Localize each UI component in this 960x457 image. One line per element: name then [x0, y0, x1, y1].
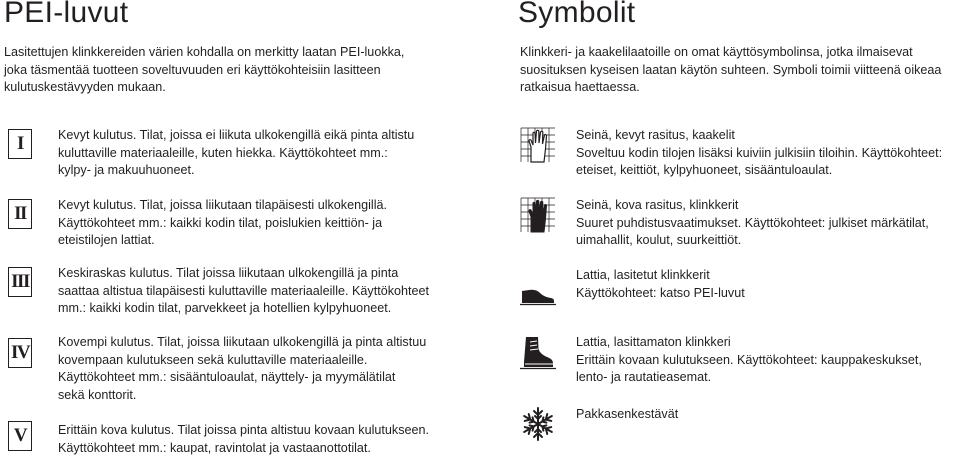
pei-class-1-text	[58, 127, 414, 180]
glove-on-wall-icon	[520, 197, 556, 233]
symbols-intro-line: suosituksen kyseisen laatan käytön suhteen. Symboli toimii viitteenä oikeaa	[520, 62, 941, 80]
pei-class-2-text	[58, 197, 387, 250]
symbol-2-text	[576, 197, 929, 250]
pei-class-line: eteistilojen lattiat.	[58, 232, 387, 250]
symbols-intro	[520, 44, 941, 97]
symbol-line: Suuret puhdistusvaatimukset. Käyttökohteet: julkiset märkätilat,	[576, 215, 929, 233]
pei-intro	[4, 44, 404, 97]
pei-class-line: Erittäin kova kulutus. Tilat joissa pinta altistuu kovaan kulutukseen.	[58, 422, 429, 440]
pei-class-line: kuluttaville materiaaleille, kuten hiekka. Käyttökohteet mm.:	[58, 145, 414, 163]
symbol-line: Soveltuu kodin tilojen lisäksi kuiviin julkisiin tiloihin. Käyttökohteet:	[576, 145, 942, 163]
pei-class-1-numeral: I	[8, 129, 32, 159]
symbol-line: Lattia, lasittamaton klinkkeri	[576, 334, 922, 352]
symbol-5-text	[576, 406, 678, 424]
pei-class-5-text	[58, 422, 429, 457]
pei-class-3-numeral: III	[8, 267, 32, 297]
pei-intro-line: Lasitettujen klinkkereiden värien kohdalla on merkitty laatan PEI-luokka,	[4, 44, 404, 62]
pei-class-line: sekä konttorit.	[58, 387, 426, 405]
shoe-icon	[520, 270, 556, 306]
symbol-line: Erittäin kovaan kulutukseen. Käyttökohteet: kauppakeskukset,	[576, 352, 922, 370]
pei-intro-line: joka täsmentää tuotteen soveltuvuuden eri käyttökohteisiin lasitteen	[4, 62, 404, 80]
pei-class-4-text	[58, 334, 426, 404]
snowflake-icon	[520, 406, 556, 442]
pei-class-3-text	[58, 265, 429, 318]
pei-class-5-numeral: V	[8, 421, 32, 451]
pei-class-line: Kevyt kulutus. Tilat, joissa ei liikuta ulkokengillä eikä pinta altistu	[58, 127, 414, 145]
symbol-line: eteiset, keittiöt, kylpyhuoneet, sisääntuloaulat.	[576, 162, 942, 180]
pei-class-line: saattaa altistua tilapäisesti kuluttaville materiaaleille. Käyttökohteet	[58, 283, 429, 301]
symbols-title: Symbolit	[518, 0, 635, 30]
symbols-intro-line: ratkaisua haettaessa.	[520, 79, 941, 97]
symbols-intro-line: Klinkkeri- ja kaakelilaatoille on omat käyttösymbolinsa, jotka ilmaisevat	[520, 44, 941, 62]
pei-title: PEI-luvut	[4, 0, 128, 30]
pei-class-line: kovempaan kulutukseen sekä kuluttaville materiaaleille.	[58, 352, 426, 370]
symbol-line: Käyttökohteet: katso PEI-luvut	[576, 285, 745, 303]
symbol-line: Lattia, lasitetut klinkkerit	[576, 267, 745, 285]
symbol-4-text	[576, 334, 922, 387]
pei-class-line: Keskiraskas kulutus. Tilat joissa liikutaan ulkokengillä ja pinta	[58, 265, 429, 283]
pei-intro-line: kulutuskestävyyden mukaan.	[4, 79, 404, 97]
pei-class-line: Käyttökohteet mm.: kaikki kodin tilat, poislukien keittiön- ja	[58, 215, 387, 233]
pei-class-line: mm.: kaikki kodin tilat, parvekkeet ja hotellien kylpyhuoneet.	[58, 300, 429, 318]
pei-class-line: Käyttökohteet mm.: kaupat, ravintolat ja vastaanottotilat.	[58, 440, 429, 457]
pei-class-4-numeral: IV	[8, 338, 32, 368]
pei-class-line: kylpy- ja makuuhuoneet.	[58, 162, 414, 180]
pei-class-2-numeral: II	[8, 199, 32, 229]
symbol-line: lento- ja rautatieasemat.	[576, 369, 922, 387]
symbol-line: uimahallit, koulut, suurkeittiöt.	[576, 232, 929, 250]
boot-icon	[520, 334, 556, 370]
pei-class-line: Kovempi kulutus. Tilat, joissa liikutaan ulkokengillä ja pinta altistuu	[58, 334, 426, 352]
pei-class-line: Käyttökohteet mm.: sisääntuloaulat, näyttely- ja myymälätilat	[58, 369, 426, 387]
symbol-line: Seinä, kevyt rasitus, kaakelit	[576, 127, 942, 145]
symbol-line: Seinä, kova rasitus, klinkkerit	[576, 197, 929, 215]
symbol-3-text	[576, 267, 745, 302]
symbol-1-text	[576, 127, 942, 180]
pei-class-line: Kevyt kulutus. Tilat, joissa liikutaan tilapäisesti ulkokengillä.	[58, 197, 387, 215]
hand-on-wall-icon	[520, 127, 556, 163]
symbol-line: Pakkasenkestävät	[576, 406, 678, 424]
